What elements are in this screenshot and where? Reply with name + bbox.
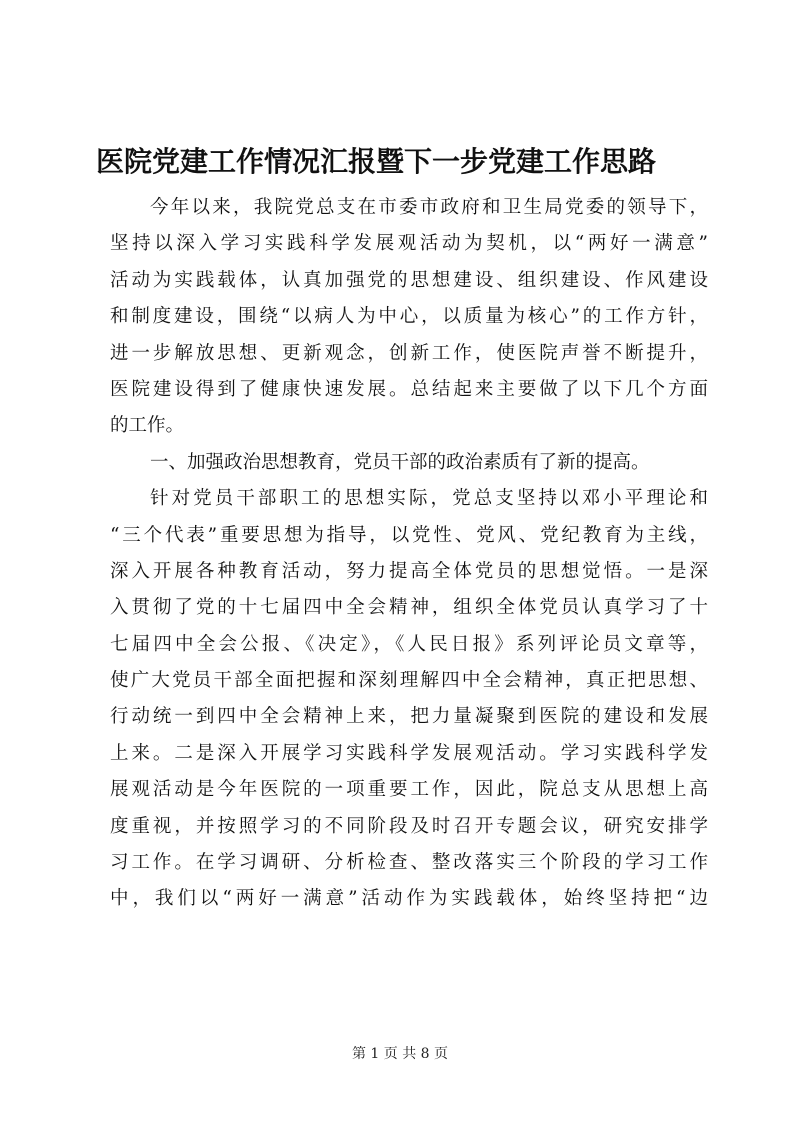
body-line: 坚持以深入学习实践科学发展观活动为契机，以“两好一满意” bbox=[110, 233, 708, 255]
body-line: 七届四中全会公报、《决定》，《人民日报》系列评论员文章等， bbox=[110, 633, 708, 655]
body-line: 的工作。 bbox=[110, 415, 185, 437]
body-line: 入贯彻了党的十七届四中全会精神，组织全体党员认真学习了十 bbox=[110, 597, 708, 619]
body-line: 深入开展各种教育活动，努力提高全体党员的思想觉悟。一是深 bbox=[110, 560, 708, 582]
body-line: 上来。二是深入开展学习实践科学发展观活动。学习实践科学发 bbox=[110, 742, 708, 764]
body-line: 使广大党员干部全面把握和深刻理解四中全会精神，真正把思想、 bbox=[110, 670, 708, 692]
body-line: 习工作。在学习调研、分析检查、整改落实三个阶段的学习工作 bbox=[110, 852, 708, 874]
body-line: 今年以来，我院党总支在市委市政府和卫生局党委的领导下， bbox=[150, 197, 708, 218]
body-line: 进一步解放思想、更新观念，创新工作，使医院声誉不断提升， bbox=[110, 342, 708, 364]
body-line: “三个代表”重要思想为指导，以党性、党风、党纪教育为主线， bbox=[110, 524, 708, 546]
section-heading: 一、加强政治思想教育，党员干部的政治素质有了新的提高。 bbox=[150, 451, 650, 473]
body-line: 和制度建设，围绕“以病人为中心，以质量为核心”的工作方针， bbox=[110, 306, 708, 328]
document-title: 医院党建工作情况汇报暨下一步党建工作思路 bbox=[96, 145, 657, 178]
document-body bbox=[110, 190, 708, 918]
body-line: 度重视，并按照学习的不同阶段及时召开专题会议，研究安排学 bbox=[110, 815, 708, 837]
body-line: 医院建设得到了健康快速发展。总结起来主要做了以下几个方面 bbox=[110, 378, 708, 400]
body-line: 活动为实践载体，认真加强党的思想建设、组织建设、作风建设 bbox=[110, 269, 708, 291]
body-line: 针对党员干部职工的思想实际，党总支坚持以邓小平理论和 bbox=[150, 488, 708, 510]
page-number-footer: 第 1 页 共 8 页 bbox=[351, 1046, 449, 1062]
body-line: 行动统一到四中全会精神上来，把力量凝聚到医院的建设和发展 bbox=[110, 706, 708, 728]
body-line: 中，我们以“两好一满意”活动作为实践载体，始终坚持把“边 bbox=[110, 888, 708, 910]
body-line: 展观活动是今年医院的一项重要工作，因此，院总支从思想上高 bbox=[110, 779, 708, 801]
